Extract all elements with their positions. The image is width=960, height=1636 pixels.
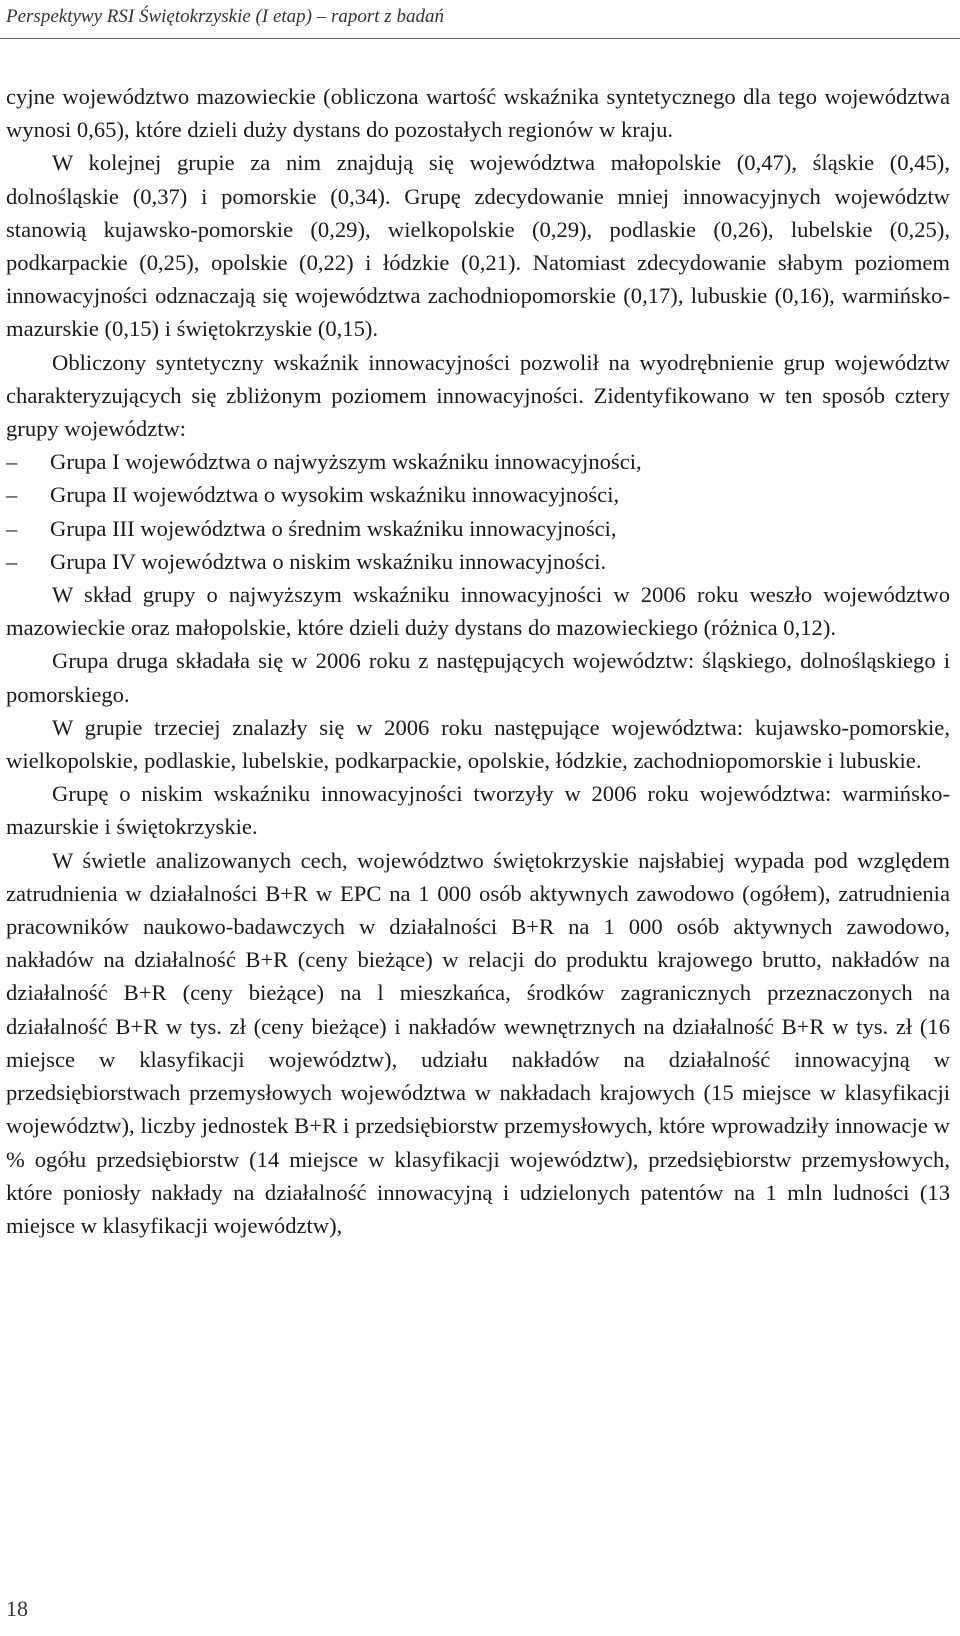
list-item-text: Grupa I województwa o najwyższym wskaźniku innowacyjności, bbox=[50, 449, 642, 475]
groups-list bbox=[6, 445, 950, 578]
list-item-group-4 bbox=[6, 545, 950, 578]
paragraph-group-four: Grupę o niskim wskaźniku innowacyjności tworzyły w 2006 roku województwa: warmińsko-mazurskie i świętokrzyskie. bbox=[6, 781, 950, 840]
page-number: 18 bbox=[6, 1596, 28, 1621]
page-body bbox=[6, 80, 950, 1242]
list-dash: – bbox=[6, 515, 18, 541]
list-dash: – bbox=[6, 482, 18, 508]
list-item-group-3 bbox=[6, 512, 950, 545]
list-dash: – bbox=[6, 548, 18, 574]
running-header-title: Perspektywy RSI Świętokrzyskie (I etap) – raport z badań bbox=[6, 6, 444, 27]
paragraph-second-group: W kolejnej grupie za nim znajdują się województwa małopolskie (0,47), śląskie (0,45), dolnośląskie (0,37) i pomorskie (0,34). Grupę zdecydowanie mniej innowacyjnych województw stanowią kujawsko-pomorskie (0,29), wielkopolskie (0,29), podlaskie (0,26), lubelskie (0,25), podkarpackie (0,25), opolskie (0,22) i łódzkie (0,21). Natomiast zdecydowanie słabym poziomem innowacyjności odznaczają się województwa zachodniopomorskie (0,17), lubuskie (0,16), warmińsko-mazurskie (0,15) i świętokrzyskie (0,15). bbox=[6, 150, 950, 342]
list-item-text: Grupa II województwa o wysokim wskaźniku innowacyjności, bbox=[50, 482, 620, 508]
header-divider bbox=[0, 38, 960, 39]
list-item-text: Grupa III województwa o średnim wskaźniku innowacyjności, bbox=[50, 515, 617, 541]
paragraph-group-one: W skład grupy o najwyższym wskaźniku innowacyjności w 2006 roku weszło województwo mazowieckie oraz małopolskie, które dzieli duży dystans do mazowieckiego (różnica 0,12). bbox=[6, 582, 950, 641]
list-item-group-1 bbox=[6, 445, 950, 478]
list-item-text: Grupa IV województwa o niskim wskaźniku innowacyjności. bbox=[50, 548, 607, 574]
paragraph-group-three: W grupie trzeciej znalazły się w 2006 roku następujące województwa: kujawsko-pomorskie, wielkopolskie, podlaskie, lubelskie, podkarpackie, opolskie, łódzkie, zachodniopomorskie i lubuskie. bbox=[6, 714, 950, 774]
list-item-group-2 bbox=[6, 478, 950, 511]
paragraph-continuation: cyjne województwo mazowieckie (obliczona wartość wskaźnika syntetycznego dla tego województwa wynosi 0,65), które dzieli duży dystans do pozostałych regionów w kraju. bbox=[6, 84, 950, 143]
paragraph-synthetic-index: Obliczony syntetyczny wskaźnik innowacyjności pozwolił na wyodrębnienie grup województw charakteryzujących się zbliżonym poziomem innowacyjności. Zidentyfikowano w ten sposób cztery grupy województw: bbox=[6, 349, 950, 442]
list-dash: – bbox=[6, 449, 18, 475]
paragraph-swietokrzyskie-analysis: W świetle analizowanych cech, województwo świętokrzyskie najsłabiej wypada pod względem zatrudnienia w działalności B+R w EPC na 1 000 osób aktywnych zawodowo (ogółem), zatrudnienia pracowników naukowo-badawczych w działalności B+R na 1 000 osób aktywnych zawodowo, nakładów na działalność B+R (ceny bieżące) w relacji do produktu krajowego brutto, nakładów na działalność B+R (ceny bieżące) na l mieszkańca, środków zagranicznych przeznaczonych na działalność B+R w tys. zł (ceny bieżące) i nakładów wewnętrznych na działalność B+R w tys. zł (16 miejsce w klasyfikacji województw), udziału nakładów na działalność innowacyjną w przedsiębiorstwach przemysłowych województwa w nakładach krajowych (15 miejsce w klasyfikacji województw), liczby jednostek B+R i przedsiębiorstw przemysłowych, które wprowadziły innowacje w % ogółu przedsiębiorstw (14 miejsce w klasyfikacji województw), przedsiębiorstw przemysłowych, które poniosły nakłady na działalność innowacyjną i udzielonych patentów na 1 mln ludności (13 miejsce w klasyfikacji województw), bbox=[6, 847, 950, 1238]
paragraph-group-two: Grupa druga składała się w 2006 roku z następujących województw: śląskiego, dolnośląskiego i pomorskiego. bbox=[6, 648, 950, 707]
